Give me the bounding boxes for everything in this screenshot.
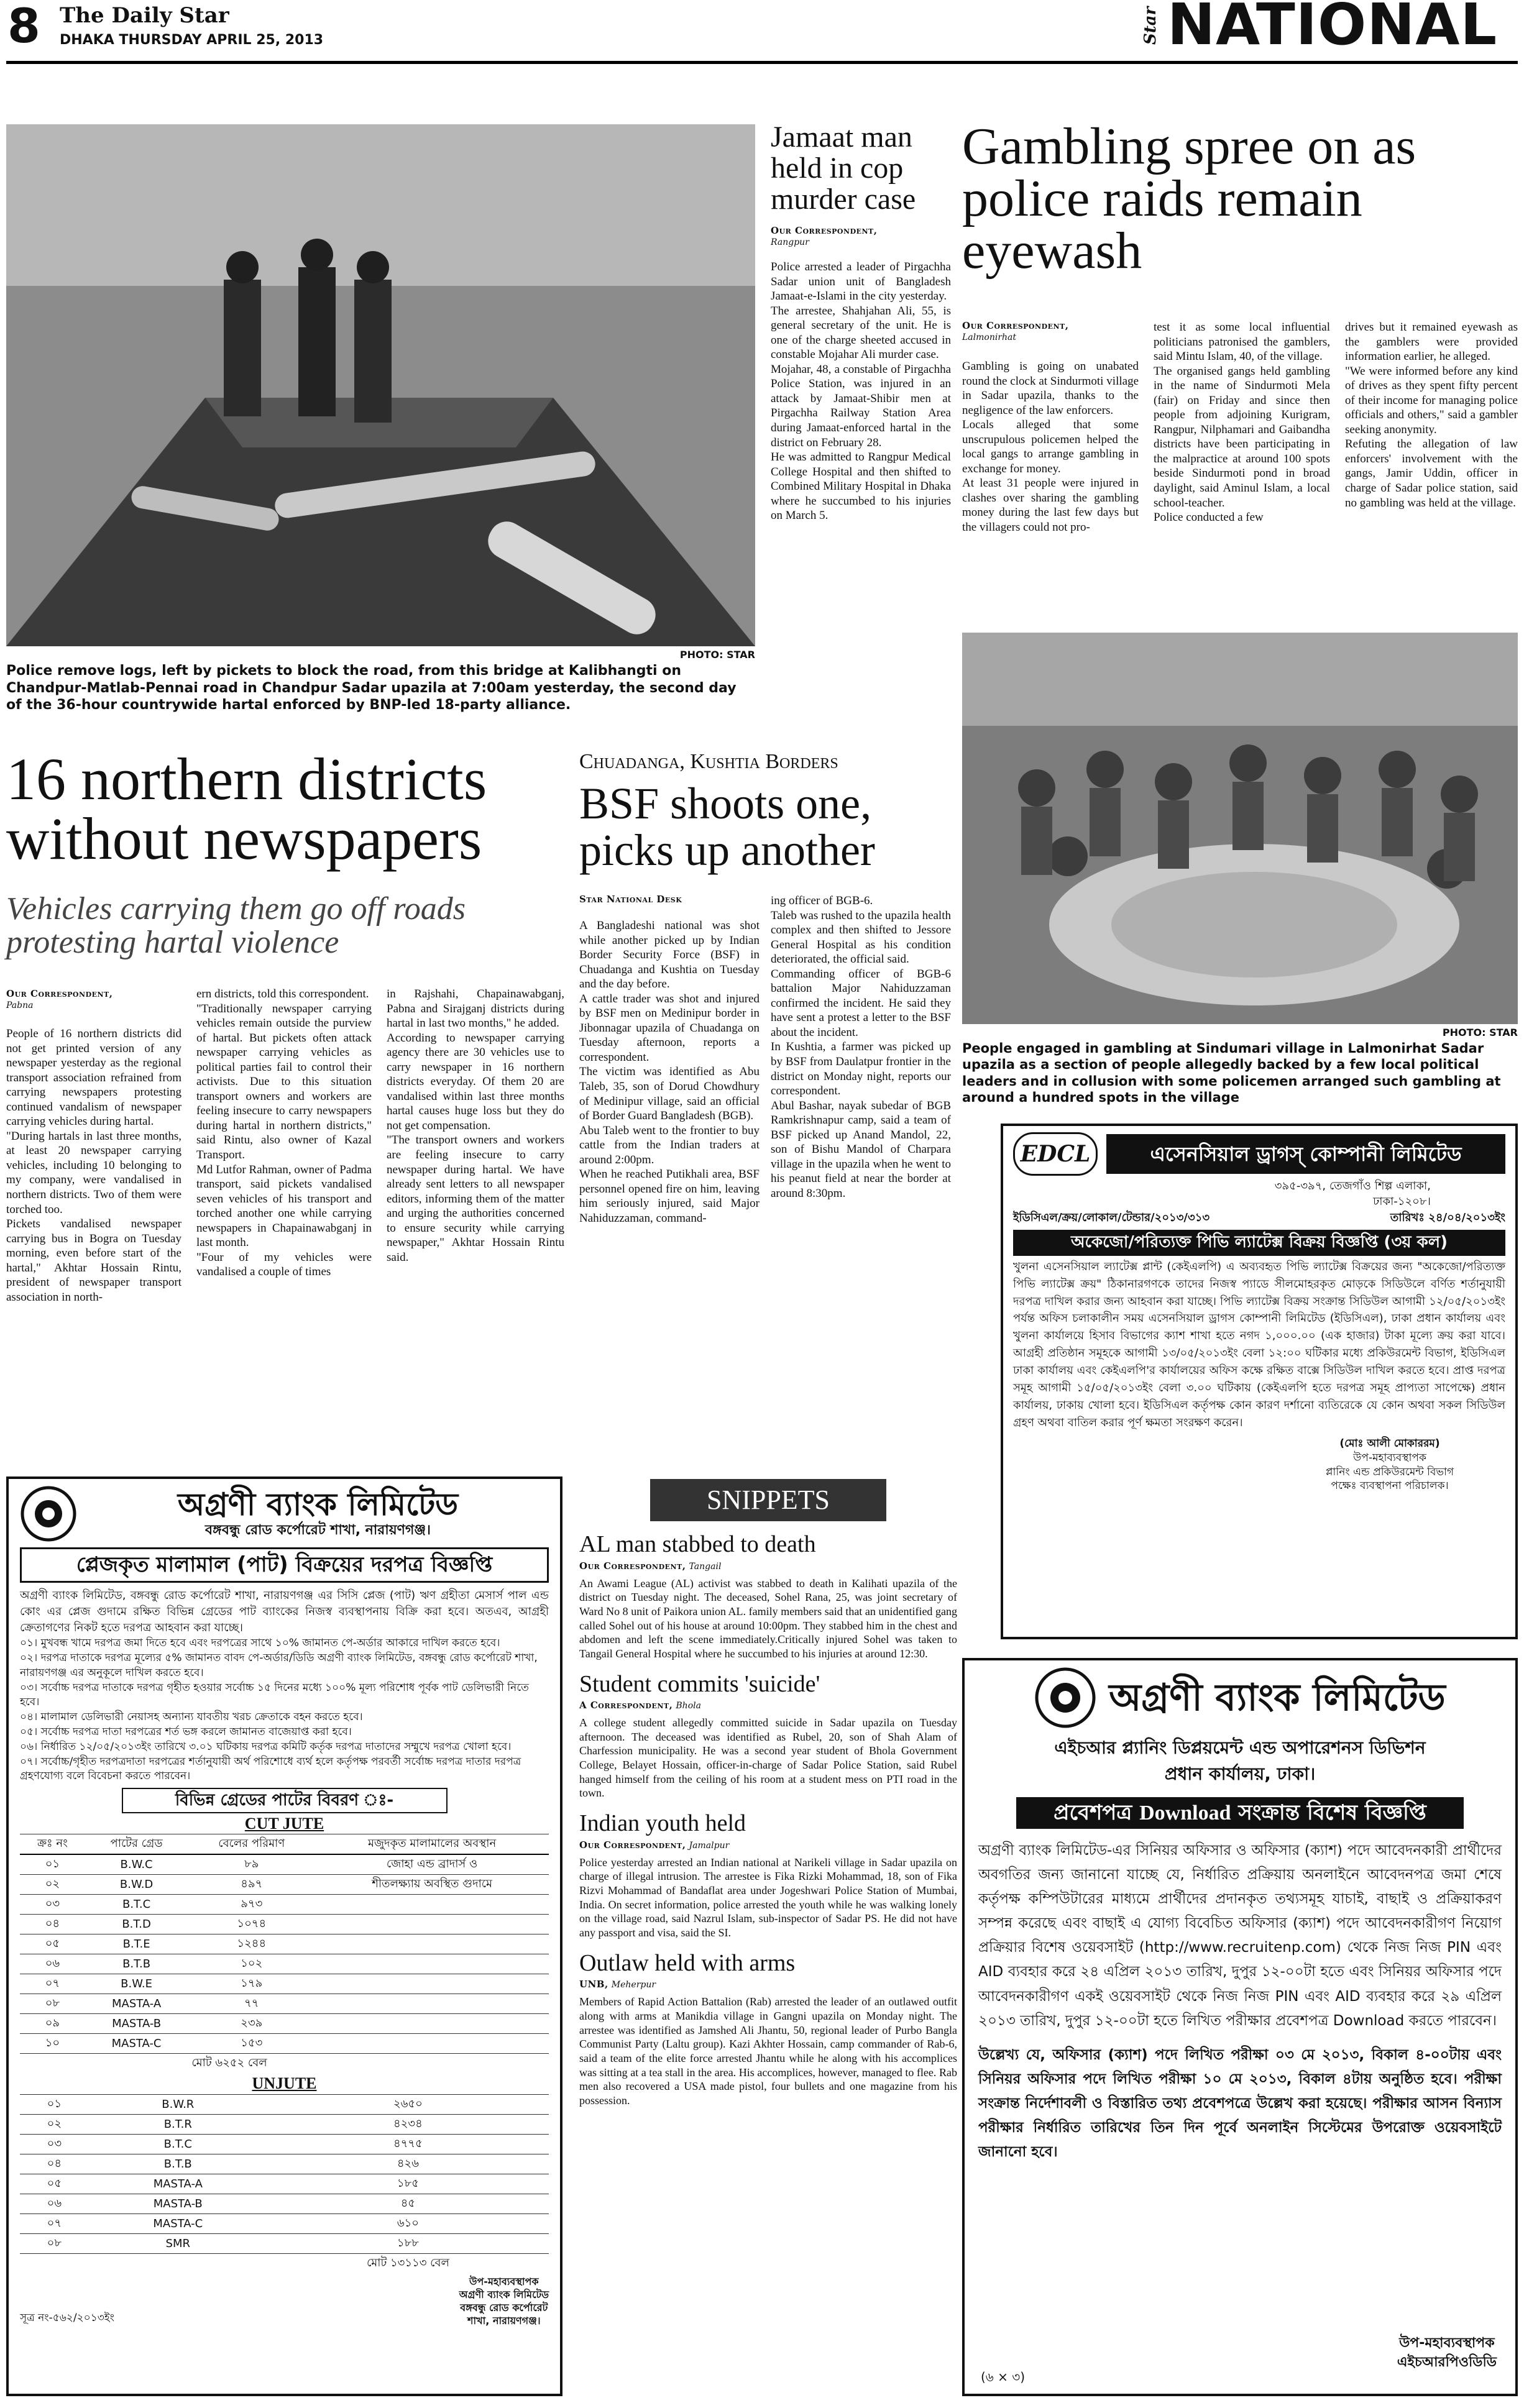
table-row	[20, 1854, 549, 1875]
dateline: DHAKA THURSDAY APRIL 25, 2013	[60, 32, 324, 48]
cell: ৪৭৭৫	[267, 2135, 549, 2154]
cell: জোহা এন্ড ব্রাদার্স ও	[315, 1854, 549, 1875]
bridge-photo-credit: PHOTO: STAR	[679, 649, 755, 661]
cell: ৪৯৭	[188, 1875, 315, 1895]
cell: ১২৪৪	[188, 1934, 315, 1954]
newspapers-col2: ern districts, told this correspondent. "Traditionally newspaper carrying vehicles remain outside the purview of hartal. But pickets often attack newspaper carrying vehicles as political parties fail to control their activists. Due to this situation transport owners and workers are feeling insecure to carry newspapers during hartal in northern districts," said Rintu, also owner of Kazal Transport. Md Lutfor Rahman, owner of Padma transport, said pickets vandalised seven vehicles of his transport and torched another one while carrying newspapers in Chapainawabganj in last month. "Four of my vehicles were vandalised a couple of times	[196, 987, 372, 1279]
jamaat-location: Rangpur	[771, 237, 809, 247]
signature-city: শাখা, নারায়ণগঞ্জ।	[467, 2314, 541, 2327]
cell: B.W.D	[85, 1875, 188, 1895]
condition-item: ০৭। সর্বোচ্চ/গৃহীত দরপত্রদাতা দরপত্রের শর্তানুযায়ী অর্থ পরিশোধে ব্যর্থ হলে কর্তৃপক্ষ পরবর্তী সর্বোচ্চ দরপত্র দাতার দরপত্র গ্রহণযোগ্য বলে বিবেচনা করতে পারবেন।	[20, 1755, 521, 1783]
cell: ৪৫	[267, 2194, 549, 2214]
cell: MASTA-A	[85, 1994, 188, 2014]
snippet-byline	[579, 1560, 957, 1572]
cell: ০১	[20, 2095, 89, 2115]
bsf-headline: BSF shoots one, picks up another	[579, 779, 875, 875]
snippet-byline-source: A Correspondent,	[579, 1700, 673, 1711]
signature-branch: বঙ্গবন্ধু রোড কর্পোরেট	[460, 2301, 548, 2314]
cell: ০২	[20, 2115, 89, 2135]
jamaat-byline: Our Correspondent,	[771, 225, 878, 236]
cell: ১৭৯	[188, 1974, 315, 1994]
page-number: 8	[7, 0, 40, 53]
jute-table-title: বিভিন্ন গ্রেডের পাটের বিবরণ ঃ-	[122, 1788, 448, 1813]
agrani-jute-branch: বঙ্গবন্ধু রোড কর্পোরেট শাখা, নারায়ণগঞ্জ।	[204, 1522, 431, 1539]
masthead-rule	[6, 61, 1518, 64]
essential-ref: ইডিসিএল/ক্রয়/লোকাল/টেন্ডার/২০১৩/৩১৩	[1013, 1211, 1210, 1225]
cell: ০৫	[20, 1934, 85, 1954]
paper-name: The Daily Star	[60, 3, 229, 28]
cell: MASTA-A	[89, 2174, 267, 2194]
condition-item: ০২। দরপত্র দাতাকে দরপত্র মূল্যের ৫% জামানত বাবদ পে-অর্ডার/ডিডি অগ্রণী ব্যাংক লিমিটেড, বঙ্গবন্ধু রোড কর্পোরেট শাখা, নারায়ণগঞ্জ এর অনুকূলে দাখিল করতে হবে।	[20, 1652, 538, 1679]
agrani-jute-ref: সূত্র নং-৫৬২/২০১৩ইং	[20, 2312, 114, 2325]
section-title: NATIONAL	[1167, 0, 1498, 58]
cell: ১৫৩	[188, 2034, 315, 2054]
cell	[315, 1994, 549, 2014]
signature-title: উপ-মহাব্যবস্থাপক	[1353, 1451, 1426, 1464]
snippet-body: A college student allegedly committed suicide in Sadar upazila on Tuesday afternoon. The deceased was identified as Rubel, 20, son of Shah Alam of Charfession municipality. He was a second year student of Bhola Government College, Belayet Hossain, officer-in-charge of Sadar Police Station, said Rubel hanged himself from the ceiling of his room at a student mess on PTI road in the town.	[579, 1716, 957, 1800]
snippet-byline-source: UNB,	[579, 1979, 608, 1990]
table-row	[20, 1895, 549, 1915]
gambling-photo	[962, 633, 1518, 1024]
essential-company: এসেনসিয়াল ড্রাগস্ কোম্পানী লিমিটেড	[1106, 1134, 1505, 1174]
gambling-photo-caption: People engaged in gambling at Sindumari village in Lalmonirhat Sadar upazila as a section of people allegedly backed by a few local political leaders and in collusion with some policemen arranged such gambling at around a hundred spots in the village	[962, 1041, 1501, 1105]
cell: B.W.E	[85, 1974, 188, 1994]
snippets-header: SNIPPETS	[650, 1479, 886, 1521]
cell: ৭৭	[188, 1994, 315, 2014]
agrani-hr-ad	[962, 1658, 1518, 2396]
cell	[315, 1934, 549, 1954]
agrani-hr-title	[1016, 1797, 1464, 1829]
col-bales: বেলের পরিমাণ	[188, 1834, 315, 1855]
unjute-label: UNJUTE	[252, 2074, 317, 2093]
agrani-jute-conditions	[20, 1636, 549, 1784]
cut-total: মোট ৬২৫২ বেল	[188, 2054, 549, 2074]
cell: ০৪	[20, 2154, 89, 2174]
cell: ৬১০	[267, 2214, 549, 2234]
agrani-hr-logo-icon	[1034, 1667, 1096, 1729]
jute-table-header	[20, 1834, 549, 1855]
unjute-total: মোট ১৩১১৩ বেল	[267, 2254, 549, 2274]
cut-jute-table	[20, 1834, 549, 2073]
cell: B.T.B	[85, 1954, 188, 1974]
cell: ০২	[20, 1875, 85, 1895]
snippet-body: Police yesterday arrested an Indian national at Narikeli village in Sadar upazila on charge of illegal intrusion. The arrestee is Fika Rizki Mohammad, 18, son of Fika Rizvi Mohammad of Bandaflat area under Jogeshwari Police Station of Mumbai, India. On secret information, police arrested the youth while he was walking lonely on the village road, said Nazrul Islam, sub-inspector of Sadar PS. He did not have any passport and visa, said the SI.	[579, 1856, 957, 1939]
cell: MASTA-C	[85, 2034, 188, 2054]
condition-item: ০৫। সর্বোচ্চ দরপত্র দাতা দরপত্রের শর্ত ভঙ্গ করলে জামানত বাজেয়াপ্ত করা হবে।	[20, 1726, 352, 1739]
essential-address	[1013, 1178, 1505, 1209]
table-row	[20, 2234, 549, 2254]
snippet-item	[579, 1811, 957, 1940]
table-row	[20, 1934, 549, 1954]
cell: ১০৭৪	[188, 1915, 315, 1934]
table-row	[20, 1915, 549, 1934]
col-serial: ক্রঃ নং	[20, 1834, 85, 1855]
col-location: মজুদকৃত মালামালের অবস্থান	[315, 1834, 549, 1855]
gambling-col1: Gambling is going on unabated round the clock at Sindurmoti village in Sadar upazila, thanks to the negligence of the law enforcers. Locals alleged that some unscrupulous policemen helped the local gangs to arrange gambling in exchange for money. At least 31 people were injured in clashes over sharing the gambling money during the last few days but the villagers could not pro-	[962, 360, 1139, 534]
snippets-box	[579, 1479, 957, 2399]
cell	[315, 2034, 549, 2054]
cell: B.T.C	[89, 2135, 267, 2154]
table-row	[20, 1954, 549, 1974]
cell: ৪২৩৪	[267, 2115, 549, 2135]
signature-org: পক্ষেঃ ব্যবস্থাপনা পরিচালক।	[1331, 1480, 1449, 1493]
condition-item: ০১। মুখবন্ধ খামে দরপত্র জমা দিতে হবে এবং দরপত্রের সাথে ১০% জামানত পে-অর্ডার আকারে দাখিল করতে হবে।	[20, 1637, 500, 1650]
edcl-logo: EDCL	[1013, 1132, 1098, 1176]
cell	[315, 1974, 549, 1994]
gambling-headline: Gambling spree on as police raids remain eyewash	[962, 117, 1416, 280]
condition-item: ০৬। নির্ধারিত ১২/০৫/২০১৩ইং তারিখে ৩.০১ ঘটিকায় দরপত্র কমিটি কর্তৃক দরপত্র দাতাদের সম্মুখে দরপত্র খোলা হবে।	[20, 1740, 512, 1753]
cell	[315, 1895, 549, 1915]
cell: ২৬৫০	[267, 2095, 549, 2115]
snippet-item	[579, 1672, 957, 1801]
cell	[315, 1915, 549, 1934]
agrani-hr-para2: উল্লেখ্য যে, অফিসার (ক্যাশ) পদে লিখিত পরীক্ষা ০৩ মে ২০১৩, বিকাল ৪-০০টায় এবং সিনিয়র অফিসার পদে লিখিত পরীক্ষা ১০ মে ২০১৩, বিকাল ৪টায় অনুষ্ঠিত হবে। পরীক্ষা সংক্রান্ত নির্দেশাবলী ও বিস্তারিত তথ্য প্রবেশপত্রে উল্লেখ করা হয়েছে। পরীক্ষার আসন বিন্যাস পরীক্ষার নির্ধারিত তারিখের তিন দিন পূর্বে অনলাইন সিস্টেমের উপরোক্ত ওয়েবসাইটে জানানো হবে।	[978, 2046, 1502, 2161]
agrani-jute-title: প্লেজকৃত মালামাল (পাট) বিক্রয়ের দরপত্র বিজ্ঞপ্তি	[20, 1547, 549, 1583]
table-total-row	[20, 2254, 549, 2274]
snippet-body: An Awami League (AL) activist was stabbed to death in Kalihati upazila of the district on Tuesday night. The deceased, Sohel Rana, 25, was joint secretary of Ward No 8 unit of Paikora union AL. family members said that an unidentified gang called Sohel out of his house at around 10:00pm. They stabbed him in the chest and abdomen and left the scene immediately.Critically injured Sohel was taken to Tangail General Hospital where he succumbed to his injuries at around 12:30.	[579, 1577, 957, 1660]
table-row	[20, 2014, 549, 2034]
col-grade: পাটের গ্রেড	[85, 1834, 188, 1855]
agrani-jute-bank-name: অগ্রণী ব্যাংক লিমিটেড	[177, 1486, 459, 1523]
table-row	[20, 1974, 549, 1994]
table-row	[20, 2174, 549, 2194]
cell: ১০	[20, 2034, 85, 2054]
cell: ০৬	[20, 1954, 85, 1974]
address-line-1: ৩৯৫-৩৯৭, তেজগাঁও শিল্প এলাকা,	[1274, 1179, 1431, 1193]
newspapers-subhead: Vehicles carrying them go off roads protesting hartal violence	[6, 891, 466, 961]
snippet-body: Members of Rapid Action Battalion (Rab) arrested the leader of an outlawed outfit along with arms at Manikdia village in Gangni upazila on Monday night. The arrestee was identified as Jamshed Ali Jhantu, 50, regional leader of Purbo Bangla Communist Party (Laltu group). Kazi Akhter Hossain, camp commander of Rab-6, said a team of the elite force arrested Jhantu while he along with his accomplices was sitting at a tea stall in the area. His accomplices, however, managed to flee. Rab men also recovered a USA made pistol, four bullets and one magazine from his possession.	[579, 1995, 957, 2107]
title-download: Download	[1139, 1801, 1231, 1824]
snippet-headline: Student commits 'suicide'	[579, 1670, 820, 1697]
essential-drugs-ad	[1001, 1124, 1518, 1639]
snippet-byline	[579, 1978, 957, 1990]
agrani-hr-division: এইচআর প্ল্যানিং ডিপ্লয়মেন্ট এন্ড অপারেশনস ডিভিশন	[1054, 1737, 1426, 1758]
cell: ৯৭৩	[188, 1895, 315, 1915]
table-row	[20, 2095, 549, 2115]
table-row	[20, 1994, 549, 2014]
essential-body: খুলনা এসেনসিয়াল ল্যাটেক্স প্লান্ট (কেইএলপি) এ অব্যবহৃত পিভি ল্যাটেক্স বিক্রয়ের জন্য "অকেজো/পরিত্যক্ত পিভি ল্যাটেক্স ক্রয়" ঠিকানারগণকে তাদের নিজস্ব প্যাডে সীলমোহরকৃত মোড়কে সিডিউলে বর্ণিত শর্তানুযায়ী দরপত্র দাখিল করার জন্য আহবান করা যাচ্ছে। পিভি ল্যাটেক্স বিক্রয় সংক্রান্ত সিডিউল আগামী ১২/০৫/২০১৩ইং পর্যন্ত অফিস চলাকালীন সময় এসেনসিয়াল ড্রাগস কোম্পানী লিমিটেড (ইডিসিএল), ঢাকা প্রধান কার্যালয় এবং খুলনা কার্যালয়ে হিসাব বিভাগের ক্যাশ শাখা হতে নগদ ১,০০০.০০ (এক হাজার) টাকা মূল্যে ক্রয় করা যাবে। আগ্রহী প্রতিষ্ঠান সমূহকে আগামী ১৩/০৫/২০১৩ইং বেলা ১২:০০ ঘটিকার মধ্যে প্রকিউরমেন্ট বিভাগ, ইডিসিএল ঢাকা কার্যালয় এবং কেইএলপি'র কার্যালয়ের অফিস কক্ষে রক্ষিত বাক্সে সিডিউল দাখিল করতে হবে। প্রাপ্ত দরপত্র সমূহ আগামী ১৫/০৫/২০১৩ইং বেলা ৩.০০ ঘটিকায় (কেইএলপি হতে দরপত্র সমূহ প্রাপ্যতা সাপেক্ষে) প্রধান কার্যালয়, ঢাকায় খোলা হবে। ইডিসিএল কর্তৃপক্ষ কোন কারণ দর্শানো ব্যতিরেকে যে কোন অথবা সকল সিডিউল গ্রহণ অথবা বাতিল করার পূর্ণ ক্ষমতা সংরক্ষণ করেন।	[1013, 1260, 1505, 1429]
gambling-location: Lalmonirhat	[962, 332, 1017, 342]
cell: শীতলক্ষ্যায় অবস্থিত গুদামে	[315, 1875, 549, 1895]
signature-bank: অগ্রণী ব্যাংক লিমিটেড	[459, 2289, 549, 2301]
agrani-hr-bank-name: অগ্রণী ব্যাংক লিমিটেড	[1109, 1676, 1446, 1719]
condition-item: ০৩। সর্বোচ্চ দরপত্র দাতাকে দরপত্র গৃহীত হওয়ার সর্বোচ্চ ১৫ দিনের মধ্যে ১০০% মূল্য পরিশোধ পূর্বক পাট ডেলিভারী নিতে হবে।	[20, 1681, 529, 1709]
newspapers-col1: People of 16 northern districts did not get printed version of any newspaper yesterday as the regional transport association refrained from carrying newspapers protesting continued vandalism of newspaper carrying vehicles during hartal. "During hartals in last three months, at least 20 newspaper carrying vehicles, including 10 belonging to my company, were vandalised in northern districts. Two of them were torched too. Pickets vandalised newspaper carrying bus in Bogra on Tuesday morning, even before start of the hartal," Akhtar Hossain Rintu, president of newspaper transport association in north-	[6, 1027, 181, 1304]
signature-title: উপ-মহাব্যবস্থাপক	[469, 2276, 539, 2288]
table-row	[20, 2214, 549, 2234]
table-row	[20, 1875, 549, 1895]
bridge-photo-art	[6, 124, 755, 646]
cell: B.T.C	[85, 1895, 188, 1915]
snippet-headline: AL man stabbed to death	[579, 1531, 816, 1557]
cell: ০৩	[20, 1895, 85, 1915]
essential-ref-row	[1013, 1209, 1505, 1227]
unjute-table	[20, 2094, 549, 2273]
table-row	[20, 2135, 549, 2154]
cell: MASTA-C	[89, 2214, 267, 2234]
cell: ০৯	[20, 2014, 85, 2034]
cell	[315, 2014, 549, 2034]
snippet-byline-location: Meherpur	[611, 1980, 656, 1990]
snippet-byline	[579, 1699, 957, 1711]
agrani-hr-header	[978, 1667, 1502, 1729]
signature-name: (মোঃ আলী মোকাররম)	[1339, 1437, 1440, 1450]
agrani-jute-header	[20, 1485, 549, 1542]
bsf-byline: Star National Desk	[579, 894, 682, 905]
address-line-2: ঢাকা-১২০৮।	[1373, 1195, 1431, 1209]
snippet-byline	[579, 1839, 957, 1851]
table-row	[20, 2194, 549, 2214]
newspapers-col3: in Rajshahi, Chapainawabganj, Pabna and Sirajganj districts during hartal in last two months," he added. According to newspaper carrying agency there are 30 vehicles use to carry newspaper in 16 northern districts everyday. Of them 20 are vandalised within last three months hartal causes huge loss but they do not get compensation. "The transport owners and workers are feeling insecure to carry newspaper during hartal. We have already sent letters to all newspaper editors, informing them of the matter and urging the authorities concerned to ensure security while carrying newspaper," Akhtar Hossain Rintu said.	[387, 987, 564, 1264]
gambling-photo-credit: PHOTO: STAR	[1442, 1027, 1518, 1038]
cell: ০৮	[20, 2234, 89, 2254]
cut-jute-label: CUT JUTE	[244, 1814, 324, 1833]
newspapers-headline: 16 northern districts without newspapers	[6, 746, 487, 872]
bsf-col1: A Bangladeshi national was shot while another picked up by Indian Border Security Force (BSF) in Chuadanga and Kushtia on Tuesday and the day before. A cattle trader was shot and injured by BSF men on Medinipur border in Jibonnagar upazila of Chuadanga on Tuesday afternoon, reports a correspondent. The victim was identified as Abu Taleb, 35, son of Dorud Chowdhury of Medinipur village, said an official of Border Guard Bangladesh (BGB). Abu Taleb went to the frontier to buy cattle from the Indian traders at around 2:00pm. When he reached Putikhali area, BSF personnel opened fire on him, leaving him seriously injured, said Major Nahiduzzaman, command-	[579, 919, 760, 1225]
table-total-row	[20, 2054, 549, 2074]
cell: MASTA-B	[89, 2194, 267, 2214]
cell: B.W.R	[89, 2095, 267, 2115]
signature-dept: প্লানিং এন্ড প্রকিউরমেন্ট বিভাগ	[1325, 1465, 1454, 1478]
cell: ০১	[20, 1854, 85, 1875]
cell: ১৮৮	[267, 2234, 549, 2254]
cell: SMR	[89, 2234, 267, 2254]
cell	[315, 1954, 549, 1974]
snippet-byline-location: Bhola	[676, 1701, 701, 1711]
snippet-byline-location: Jamalpur	[689, 1840, 730, 1851]
agrani-jute-footer	[20, 2276, 549, 2327]
snippet-headline: Indian youth held	[579, 1810, 746, 1837]
snippet-byline-source: Our Correspondent,	[579, 1560, 686, 1572]
gambling-photo-art	[962, 633, 1518, 1024]
newspapers-byline: Our Correspondent,	[6, 988, 113, 999]
table-row	[20, 2115, 549, 2135]
agrani-jute-intro: অগ্রণী ব্যাংক লিমিটেড, বঙ্গবন্ধু রোড কর্পোরেট শাখা, নারায়ণগঞ্জ এর সিসি প্লেজ (পাট) ঋণ গ্রহীতা মেসার্স পাল এন্ড কোং এর প্লেজ গুদামে রক্ষিত বিভিন্ন গ্রেডের পাট ব্যাংকের নিজস্ব ব্যবস্থাপনায় বিক্রি করা হবে। অতএব, আগ্রহী ক্রেতাগণের নিকট হতে দরপত্র আহবান করা যাচ্ছে।	[20, 1589, 549, 1635]
table-row	[20, 2154, 549, 2174]
essential-date: তারিখঃ ২৪/০৪/২০১৩ইং	[1390, 1211, 1505, 1225]
signature-dept: এইচআরপিওডিডি	[1397, 2355, 1497, 2371]
jamaat-body: Police arrested a leader of Pirgachha Sadar union unit of Bangladesh Jamaat-e-Islami in the city yesterday. The arrestee, Shahjahan Ali, 55, is general secretary of the unit. He is one of the charge sheeted accused in constable Mojahar Ali murder case. Mojahar, 48, a constable of Pirgachha Police Station, was injured in an attack by Jamaat-Shibir men at Pirgachha Railway Station Area during Jamaat-enforced hartal in the district on February 28. He was admitted to Rangpur Medical College Hospital and then shifted to Combined Military Hospital in Dhaka where he succumbed to his injuries on March 5.	[771, 260, 951, 523]
cell: ০৮	[20, 1994, 85, 2014]
snippet-byline-location: Tangail	[689, 1561, 722, 1572]
table-row	[20, 2034, 549, 2054]
jamaat-headline: Jamaat man held in cop murder case	[771, 121, 916, 216]
gambling-col3: drives but it remained eyewash as the gamblers were provided information earlier, he alleged. "We were informed before any kind of drives as they spent fifty percent of their income for managing police officials and others," said a gambler seeking anonymity. Refuting the allegation of law enforcers' involvement with the gangs, Jamir Uddin, officer in charge of Sadar police station, said no gambling was held at the village.	[1345, 321, 1518, 510]
bridge-photo	[6, 124, 755, 646]
cell: MASTA-B	[85, 2014, 188, 2034]
agrani-logo-icon	[20, 1485, 77, 1542]
essential-title: অকেজো/পরিত্যক্ত পিভি ল্যাটেক্স বিক্রয় বিজ্ঞপ্তি (৩য় কল)	[1013, 1230, 1505, 1256]
snippet-item	[579, 1951, 957, 2108]
cell: ১০২	[188, 1954, 315, 1974]
agrani-hr-size-note: (৬ × ৩)	[981, 2369, 1026, 2384]
cell: ০৬	[20, 2194, 89, 2214]
agrani-hr-signature	[1397, 2334, 1497, 2373]
agrani-hr-office: প্রধান কার্যালয়, ঢাকা।	[1164, 1764, 1316, 1784]
agrani-hr-para1: অগ্রণী ব্যাংক লিমিটেড-এর সিনিয়র অফিসার ও অফিসার (ক্যাশ) পদে আবেদনকারী প্রার্থীদের অবগতির জন্য জানানো যাচ্ছে যে, নির্ধারিত প্রক্রিয়ায় অনলাইনে আবেদনপত্র জমা শেষে কর্তৃপক্ষ কম্পিউটারের মাধ্যমে প্রার্থীদের প্রদানকৃত তথ্যসমূহ যাচাই, বাছাই ও প্রক্রিয়াকরণ সম্পন্ন করেছে এবং বাছাই এ যোগ্য বিবেচিত অফিসার (ক্যাশ) পদে আবেদনকারীগণ নিয়োগ প্রক্রিয়ার বিশেষ ওয়েবসাইট (http://www.recruitenp.com) থেকে নিজ নিজ PIN এবং AID ব্যবহার করে ২৪ এপ্রিল ২০১৩ তারিখ, দুপুর ১২-০০টা হতে এবং সিনিয়র অফিসার পদে আবেদনকারীগণ একই ওয়েবসাইট থেকে নিজ নিজ PIN এবং AID ব্যবহার করে ২৯ এপ্রিল ২০১৩ তারিখ, দুপুর ১২-০০টা হতে লিখিত পরীক্ষার প্রবেশপত্র Download করতে পারবেন।	[978, 1843, 1502, 2029]
cell: B.T.E	[85, 1934, 188, 1954]
cell: B.T.R	[89, 2115, 267, 2135]
cell: B.T.B	[89, 2154, 267, 2174]
title-part-1: প্রবেশপত্র	[1053, 1800, 1132, 1825]
title-part-2: সংক্রান্ত বিশেষ বিজ্ঞপ্তি	[1238, 1800, 1426, 1825]
cell: ০৫	[20, 2174, 89, 2194]
essential-signature	[1274, 1437, 1505, 1494]
agrani-jute-signature	[459, 2276, 549, 2327]
cell: B.T.D	[85, 1915, 188, 1934]
cell: ১৮৫	[267, 2174, 549, 2194]
cell: ০৭	[20, 2214, 89, 2234]
snippet-headline: Outlaw held with arms	[579, 1949, 796, 1976]
agrani-jute-ad	[6, 1476, 562, 2396]
gambling-col2: test it as some local influential politicians patronised the gamblers, said Mintu Islam, 40, of the village. The organised gangs held gambling in the name of Sindurmoti Mela (fair) on Friday and since then people from adjoining Kurigram, Rangpur, Nilphamari and Gaibandha districts have been participating in the malpractice at around 100 spots beside Sindurmoti pond in broad daylight, said Aminul Islam, a local school-teacher. Police conducted a few	[1154, 321, 1330, 524]
condition-item: ০৪। মালামাল ডেলিভারী নেয়াসহ অন্যান্য যাবতীয় খরচ ক্রেতাকে বহন করতে হবে।	[20, 1711, 363, 1724]
cell: B.W.C	[85, 1854, 188, 1875]
cell: ২৩৯	[188, 2014, 315, 2034]
bsf-kicker: Chuadanga, Kushtia Borders	[579, 750, 838, 773]
signature-title: উপ-মহাব্যবস্থাপক	[1399, 2335, 1495, 2351]
bsf-col2: ing officer of BGB-6. Taleb was rushed to the upazila health complex and then shifted to Jessore General Hospital as his condition deteriorated, the official said. Commanding officer of BGB-6 battalion Major Nahiduzzaman confirmed the incident. He said they have sent a protest a letter to the BSF about the incident. In Kushtia, a farmer was picked up by BSF from Daulatpur frontier in the district on Monday night, reports our correspondent. Abul Bashar, nayak subedar of BGB Ramkrishnapur camp, said a team of BSF picked up Anand Mandol, 22, son of Bishu Mandol of Charpara village in the upazila when he went to his peanut field at near the border at around 8:30pm.	[771, 894, 951, 1200]
snippet-byline-source: Our Correspondent,	[579, 1839, 686, 1851]
gambling-byline: Our Correspondent,	[962, 320, 1069, 331]
cell: ০৩	[20, 2135, 89, 2154]
star-logo: Star	[1141, 6, 1160, 45]
cell: ৮৯	[188, 1854, 315, 1875]
snippet-item	[579, 1532, 957, 1661]
cell: ০৪	[20, 1915, 85, 1934]
bridge-photo-caption: Police remove logs, left by pickets to block the road, from this bridge at Kalibhangti on Chandpur-Matlab-Pennai road in Chandpur Sadar upazila at 7:00am yesterday, the second day of the 36-hour countrywide hartal enforced by BNP-led 18-party alliance.	[6, 663, 737, 713]
newspapers-location: Pabna	[6, 1000, 34, 1010]
essential-header	[1013, 1132, 1505, 1176]
cell: ০৭	[20, 1974, 85, 1994]
cell: ৪২৬	[267, 2154, 549, 2174]
